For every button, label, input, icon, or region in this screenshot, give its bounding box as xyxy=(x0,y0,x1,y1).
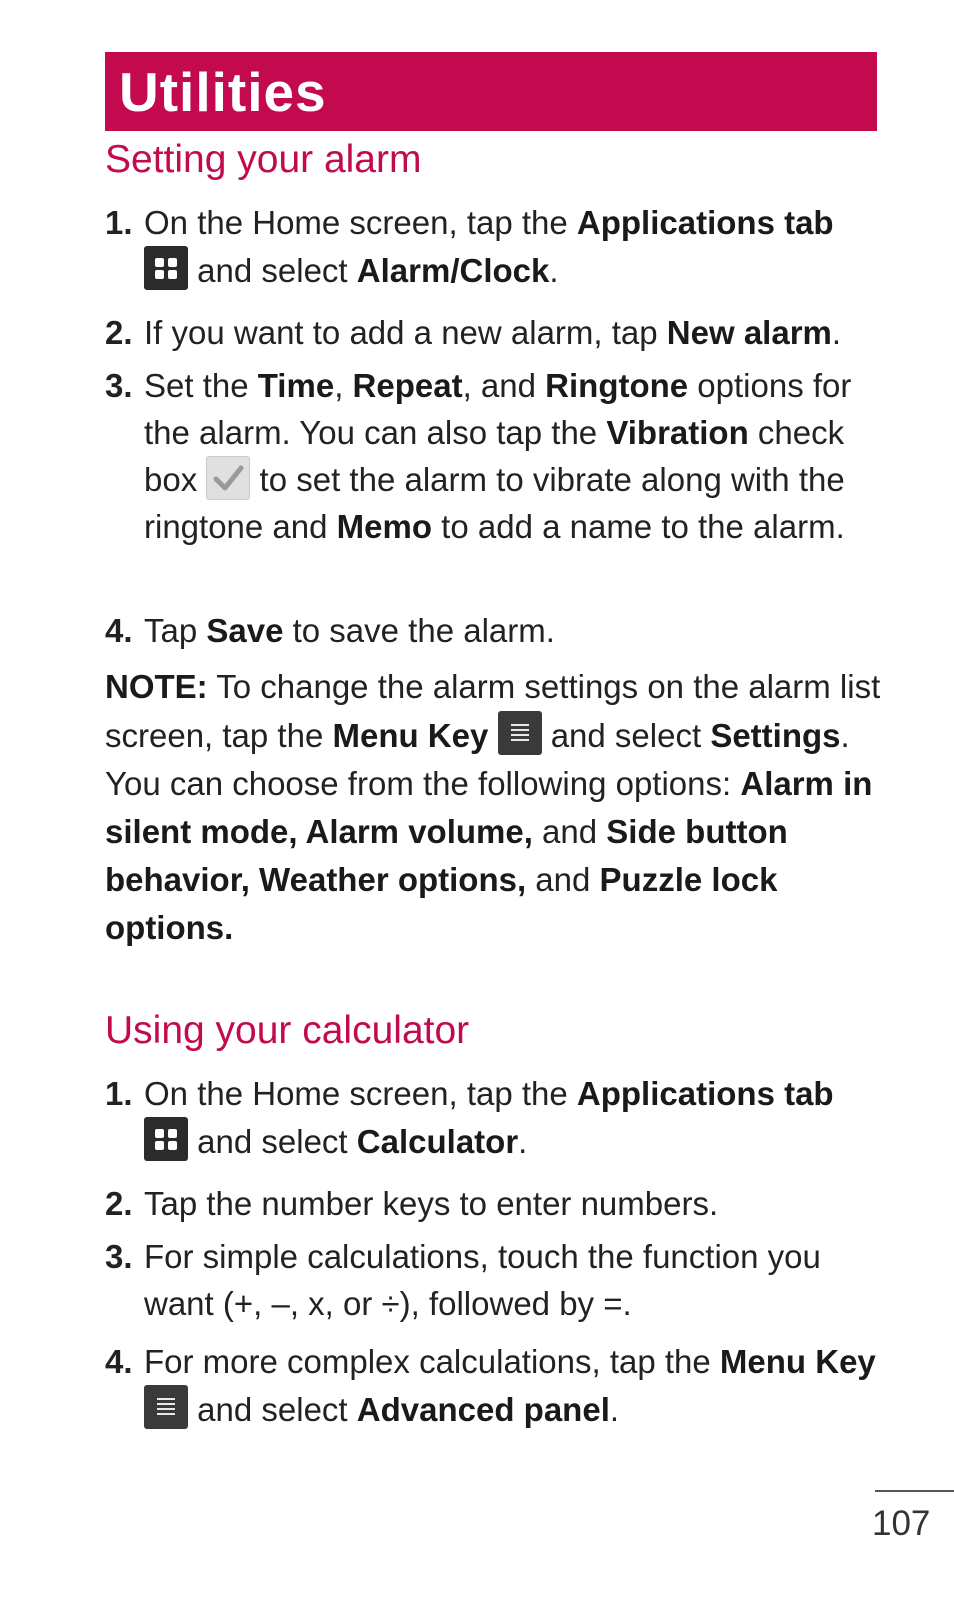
note-label: NOTE: xyxy=(105,668,208,705)
step-text: For more complex calculations, tap the Menu Key and select Advanced panel. xyxy=(144,1343,876,1428)
menu-key-icon xyxy=(498,711,542,755)
footer-divider xyxy=(875,1490,954,1492)
section-heading-alarm: Setting your alarm xyxy=(105,138,422,181)
alarm-step-3 xyxy=(105,362,885,550)
step-number: 2. xyxy=(105,1185,133,1222)
step-number: 3. xyxy=(105,1238,133,1275)
menu-key-icon xyxy=(144,1385,188,1429)
page-title: Utilities xyxy=(119,61,327,123)
applications-tab-icon xyxy=(144,246,188,290)
step-number: 4. xyxy=(105,612,133,649)
step-text: Set the Time, Repeat, and Ringtone options for the alarm. You can also tap the Vibration check box to set the alarm to vibrate along with the ringtone and Memo to add a name to the alarm. xyxy=(144,367,852,545)
applications-tab-icon xyxy=(144,1117,188,1161)
step-number: 3. xyxy=(105,367,133,404)
step-number: 1. xyxy=(105,1075,133,1112)
alarm-step-2 xyxy=(105,309,885,356)
alarm-step-4 xyxy=(105,607,885,654)
calculator-step-2 xyxy=(105,1180,885,1227)
page-number: 107 xyxy=(872,1504,931,1543)
step-text: For simple calculations, touch the function you want (+, –, x, or ÷), followed by =. xyxy=(144,1238,821,1322)
title-banner xyxy=(105,52,877,131)
step-number: 1. xyxy=(105,204,133,241)
checkbox-icon xyxy=(206,456,250,500)
calculator-step-1 xyxy=(105,1070,885,1165)
step-number: 2. xyxy=(105,314,133,351)
step-text: If you want to add a new alarm, tap New alarm. xyxy=(144,314,842,351)
step-text: Tap the number keys to enter numbers. xyxy=(144,1185,719,1222)
alarm-note: NOTE: To change the alarm settings on the alarm list screen, tap the Menu Key and select Settings. You can choose from the following options: Alarm in silent mode, Alarm volume, and Side button behavior, Weather options, and Puzzle lock options. xyxy=(105,668,881,946)
step-text: On the Home screen, tap the Applications tab and select Calculator. xyxy=(144,1075,834,1160)
alarm-step-1 xyxy=(105,199,885,294)
calculator-step-3 xyxy=(105,1233,885,1327)
step-text: On the Home screen, tap the Applications tab and select Alarm/Clock. xyxy=(144,204,834,289)
calculator-step-4 xyxy=(105,1338,885,1433)
section-heading-calculator: Using your calculator xyxy=(105,1009,470,1052)
step-number: 4. xyxy=(105,1343,133,1380)
step-text: Tap Save to save the alarm. xyxy=(144,612,555,649)
